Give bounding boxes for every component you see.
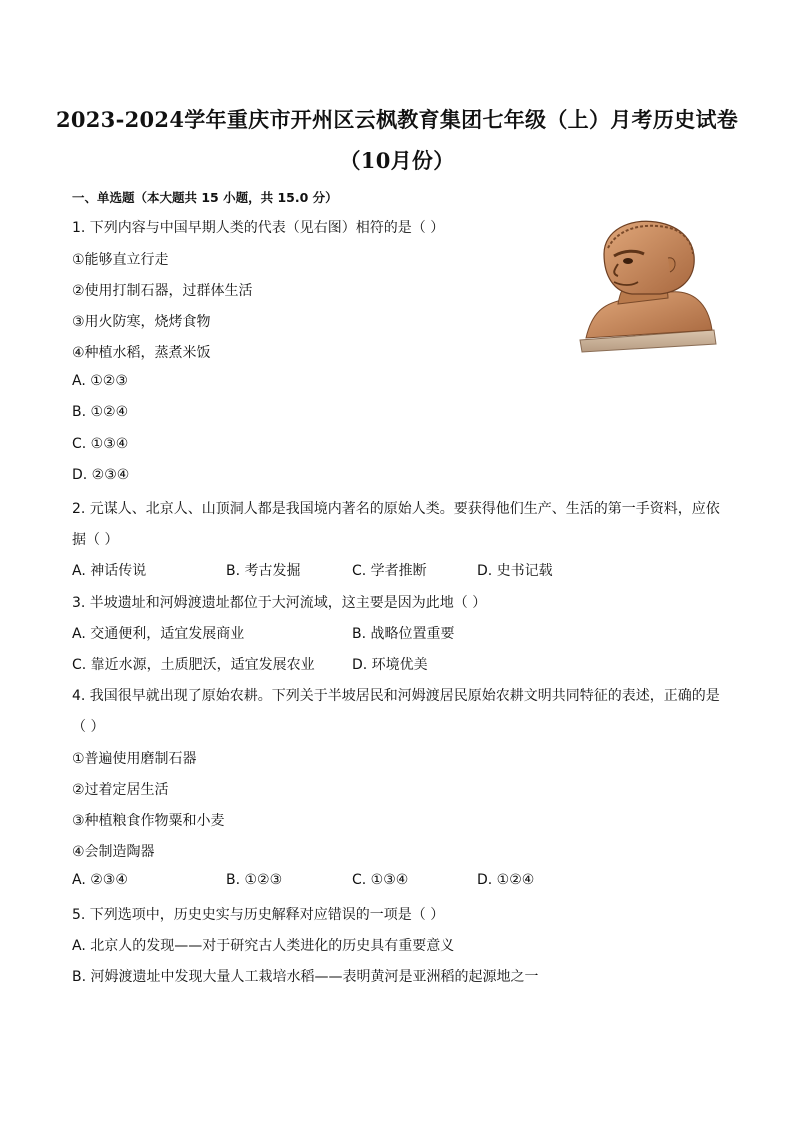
question-4-stem-line-1: 4. 我国很早就出现了原始农耕。下列关于半坡居民和河姆渡居民原始农耕文明共同特征的表述，正确的是: [72, 688, 720, 704]
question-3-option-b: B. 战略位置重要: [352, 626, 455, 642]
question-4-option-c: C. ①③④: [352, 872, 409, 888]
ancient-human-bust-icon: [574, 212, 720, 358]
question-2-option-c: C. 学者推断: [352, 563, 427, 579]
question-5-option-b: B. 河姆渡遗址中发现大量人工栽培水稻——表明黄河是亚洲稻的起源地之一: [72, 969, 539, 985]
question-4-item-1: ①普遍使用磨制石器: [72, 751, 197, 767]
question-2-option-b: B. 考古发掘: [226, 563, 301, 579]
question-1-stem: 1. 下列内容与中国早期人类的代表（见右图）相符的是（ ）: [72, 220, 445, 236]
question-2-option-a: A. 神话传说: [72, 563, 147, 579]
question-1-item-1: ①能够直立行走: [72, 252, 169, 268]
question-2-stem-line-2: 据（ ）: [72, 532, 119, 548]
question-1-item-4: ④种植水稻，蒸煮米饭: [72, 345, 211, 361]
question-1-option-b: B. ①②④: [72, 404, 129, 420]
question-4-option-d: D. ①②④: [477, 872, 535, 888]
question-5-stem: 5. 下列选项中，历史史实与历史解释对应错误的一项是（ ）: [72, 907, 445, 923]
question-4-item-3: ③种植粮食作物粟和小麦: [72, 813, 225, 829]
question-4-option-a: A. ②③④: [72, 872, 128, 888]
question-3-option-c: C. 靠近水源，土质肥沃，适宜发展农业: [72, 657, 315, 673]
early-human-bust-figure: [574, 212, 720, 358]
question-1-option-d: D. ②③④: [72, 467, 130, 483]
question-1-item-3: ③用火防寒，烧烤食物: [72, 314, 211, 330]
title-line-1: 2023-2024学年重庆市开州区云枫教育集团七年级（上）月考历史试卷: [55, 107, 739, 132]
question-2-stem-line-1: 2. 元谋人、北京人、山顶洞人都是我国境内著名的原始人类。要获得他们生产、生活的第一手资料，应依: [72, 501, 720, 517]
question-2-option-d: D. 史书记载: [477, 563, 553, 579]
question-1-option-c: C. ①③④: [72, 436, 129, 452]
question-4-option-b: B. ①②③: [226, 872, 283, 888]
section-heading: 一、单选题（本大题共 15 小题，共 15.0 分）: [72, 190, 338, 205]
question-4-stem-line-2: （ ）: [72, 719, 105, 735]
question-3-stem: 3. 半坡遗址和河姆渡遗址都位于大河流域，这主要是因为此地（ ）: [72, 595, 487, 611]
title-line-2: （10月份）: [339, 148, 455, 173]
question-4-item-2: ②过着定居生活: [72, 782, 169, 798]
question-3-option-d: D. 环境优美: [352, 657, 428, 673]
question-4-item-4: ④会制造陶器: [72, 844, 155, 860]
question-5-option-a: A. 北京人的发现——对于研究古人类进化的历史具有重要意义: [72, 938, 455, 954]
question-1-item-2: ②使用打制石器，过群体生活: [72, 283, 253, 299]
question-3-option-a: A. 交通便利，适宜发展商业: [72, 626, 245, 642]
question-1-option-a: A. ①②③: [72, 373, 128, 389]
